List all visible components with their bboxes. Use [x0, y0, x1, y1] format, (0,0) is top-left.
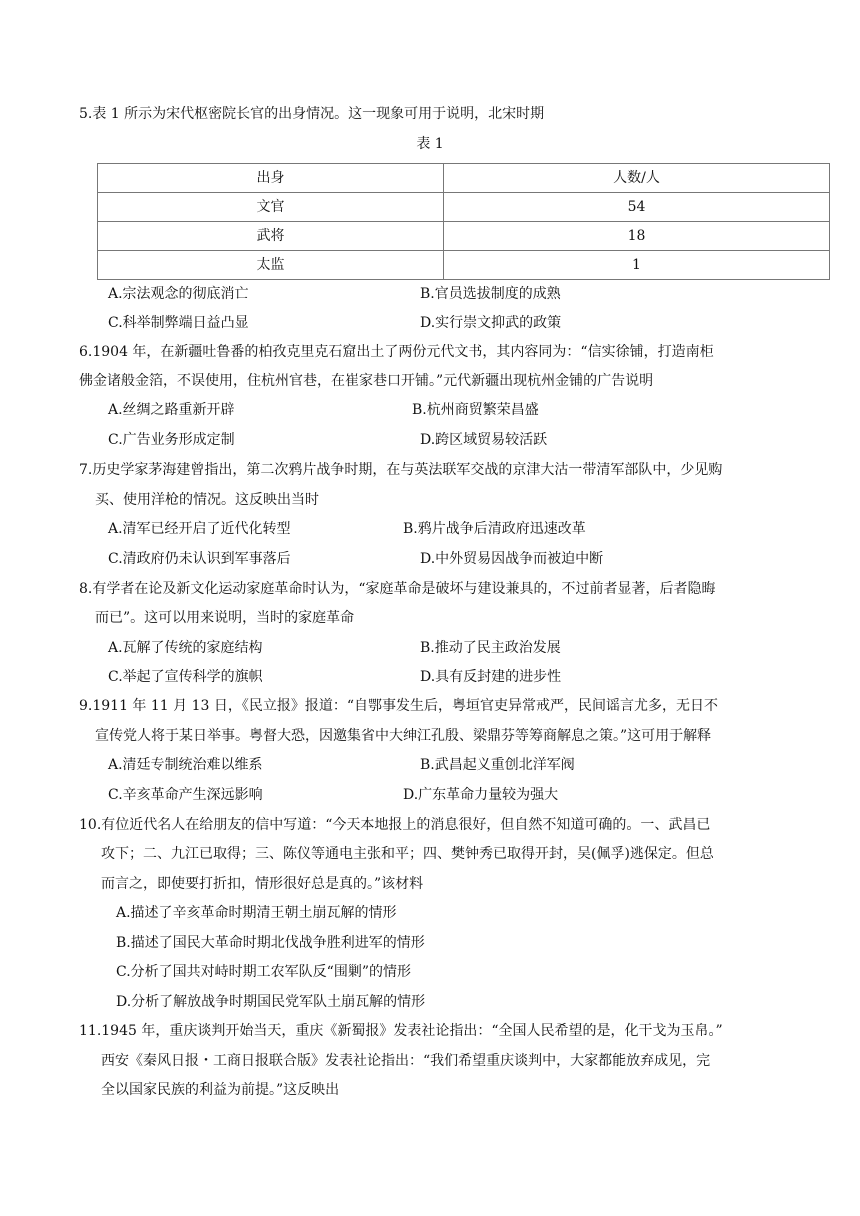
table-row	[98, 251, 830, 280]
q10-option-a: A.描述了辛亥革命时期清王朝土崩瓦解的情形	[116, 905, 397, 921]
q5-option-c: C.科举制弊端日益凸显	[108, 315, 249, 331]
table-cell: 太监	[98, 251, 444, 280]
table-cell: 武将	[98, 222, 444, 251]
q9-stem-line: 宣传党人将于某日举事。粤督大恐，因邀集省中大绅江孔殷、梁鼎芬等筹商解息之策。”这可用于解释	[95, 728, 712, 744]
q10-option-d: D.分析了解放战争时期国民党军队土崩瓦解的情形	[116, 994, 426, 1010]
q6-option-c: C.广告业务形成定制	[108, 432, 235, 448]
q7-stem-line: 买、使用洋枪的情况。这反映出当时	[95, 492, 319, 508]
q9-option-d: D.广东革命力量较为强大	[403, 787, 559, 803]
q8-option-a: A.瓦解了传统的家庭结构	[108, 640, 263, 656]
table-row	[98, 193, 830, 222]
q8-option-c: C.举起了宣传科学的旗帜	[108, 669, 263, 685]
q10-option-b: B.描述了国民大革命时期北伐战争胜利进军的情形	[116, 935, 425, 951]
q10-option-c: C.分析了国共对峙时期工农军队反“围剿”的情形	[116, 964, 411, 980]
q5-option-b: B.官员选拔制度的成熟	[420, 286, 561, 302]
table-caption: 表 1	[416, 136, 444, 152]
table-header-cell: 出身	[98, 164, 444, 193]
q11-stem-line: 西安《秦风日报・工商日报联合版》发表社论指出：“我们希望重庆谈判中，大家都能放弃成见，完	[101, 1053, 711, 1069]
q7-stem-line: 7.历史学家茅海建曾指出，第二次鸦片战争时期，在与英法联军交战的京津大沽一带清军部队中，少见购	[79, 462, 723, 478]
q5-option-d: D.实行崇文抑武的政策	[420, 315, 562, 331]
q6-stem-line: 佛金诸般金箔，不误使用，住杭州官巷，在崔家巷口开铺。”元代新疆出现杭州金铺的广告说明	[79, 373, 654, 389]
q9-option-c: C.辛亥革命产生深远影响	[108, 787, 263, 803]
q10-stem-line: 而言之，即使要打折扣，情形很好总是真的。”该材料	[101, 876, 424, 892]
q8-option-b: B.推动了民主政治发展	[420, 640, 561, 656]
q9-option-b: B.武昌起义重创北洋军阀	[420, 757, 575, 773]
q9-stem-line: 9.1911 年 11 月 13 日，《民立报》报道：“自鄂事发生后，粤垣官吏异常戒严，民间谣言尤多，无日不	[79, 698, 719, 714]
q8-stem-line: 8.有学者在论及新文化运动家庭革命时认为，“家庭革命是破坏与建设兼具的，不过前者显著，后者隐晦	[79, 581, 716, 597]
q6-option-b: B.杭州商贸繁荣昌盛	[412, 402, 539, 418]
q5-option-a: A.宗法观念的彻底消亡	[108, 286, 249, 302]
table-header-cell: 人数/人	[444, 164, 830, 193]
q10-stem-line: 10.有位近代名人在给朋友的信中写道：“今天本地报上的消息很好，但自然不知道可确的。一、武昌已	[79, 817, 711, 833]
q7-option-d: D.中外贸易因战争而被迫中断	[420, 551, 604, 567]
q6-option-a: A.丝绸之路重新开辟	[108, 402, 235, 418]
table-cell: 1	[444, 251, 830, 280]
q9-option-a: A.清廷专制统治难以维系	[108, 757, 263, 773]
q8-option-d: D.具有反封建的进步性	[420, 669, 562, 685]
table-cell: 文官	[98, 193, 444, 222]
q11-stem-line: 11.1945 年，重庆谈判开始当天，重庆《新蜀报》发表社论指出：“全国人民希望的是，化干戈为玉帛。”	[79, 1023, 723, 1039]
table-header-row	[98, 164, 830, 193]
origin-table	[97, 163, 830, 280]
q7-option-b: B.鸦片战争后清政府迅速改革	[403, 521, 586, 537]
table-cell: 54	[444, 193, 830, 222]
q6-option-d: D.跨区域贸易较活跃	[420, 432, 548, 448]
q7-option-c: C.清政府仍未认识到军事落后	[108, 551, 291, 567]
q5-stem: 5.表 1 所示为宋代枢密院长官的出身情况。这一现象可用于说明，北宋时期	[79, 106, 545, 122]
table-cell: 18	[444, 222, 830, 251]
table-row	[98, 222, 830, 251]
q8-stem-line: 而已”。这可以用来说明，当时的家庭革命	[95, 610, 355, 626]
q6-stem-line: 6.1904 年，在新疆吐鲁番的柏孜克里克石窟出土了两份元代文书，其内容同为：“信实徐铺，打造南柜	[79, 344, 714, 360]
q10-stem-line: 攻下；二、九江已取得；三、陈仪等通电主张和平；四、樊钟秀已取得开封，吴(佩孚)逃保定。但总	[101, 846, 714, 862]
q11-stem-line: 全以国家民族的利益为前提。”这反映出	[101, 1082, 340, 1098]
q7-option-a: A.清军已经开启了近代化转型	[108, 521, 291, 537]
